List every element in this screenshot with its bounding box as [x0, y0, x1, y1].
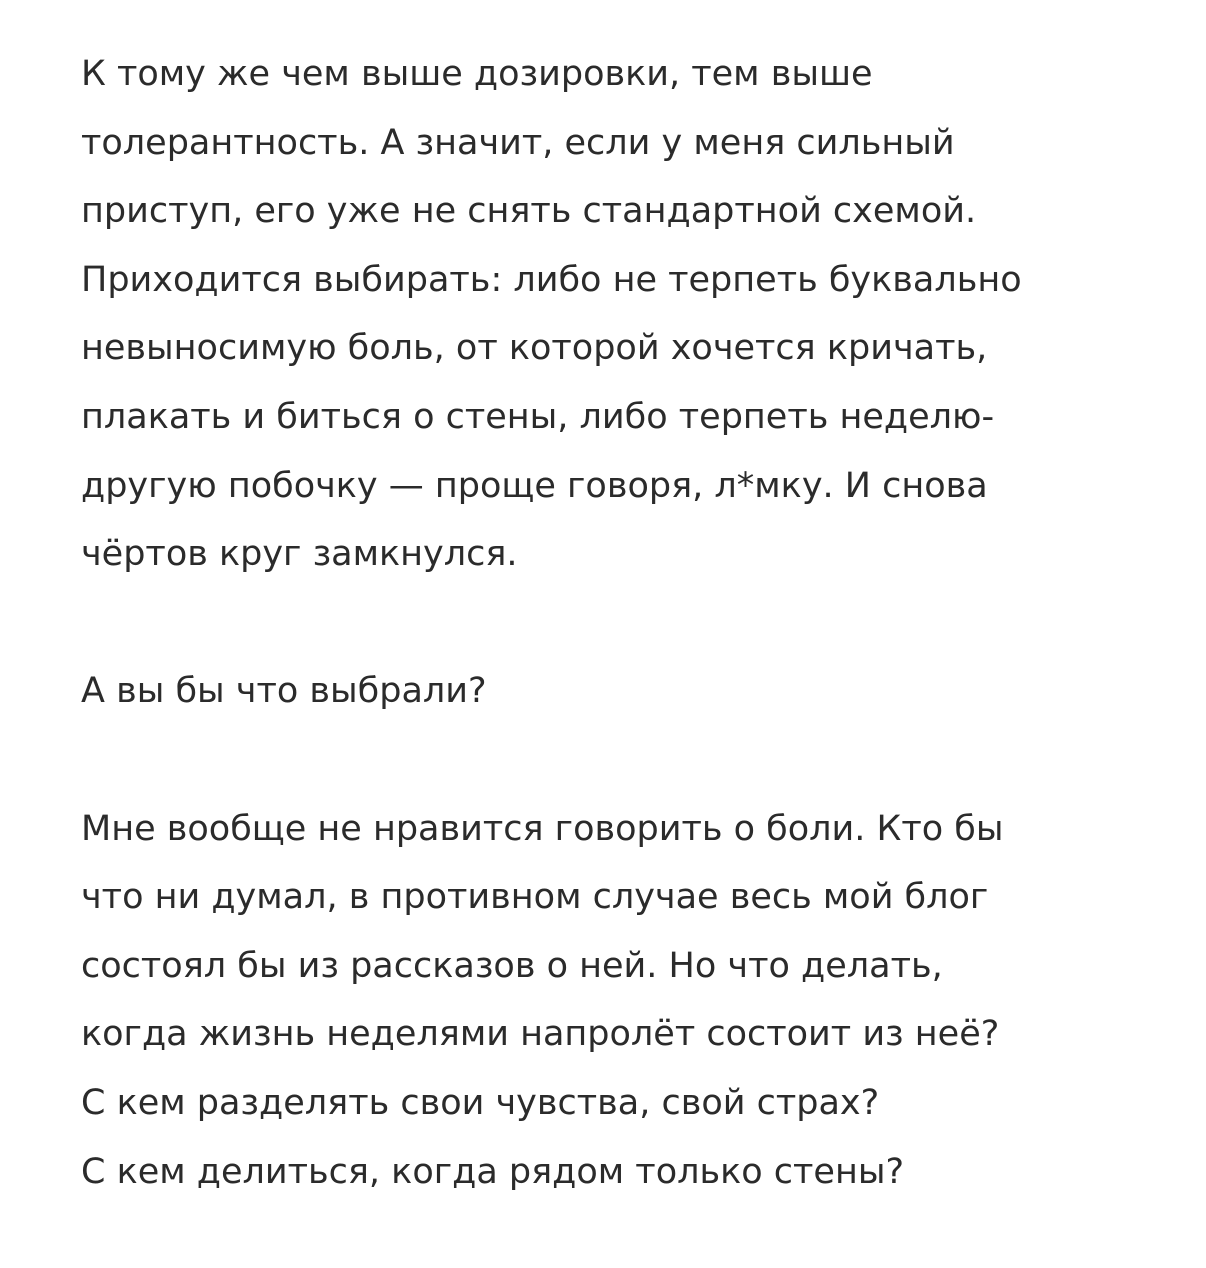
text-line: К тому же чем выше дозировки, тем выше [81, 54, 873, 94]
text-line: что ни думал, в противном случае весь мой блог [81, 877, 989, 918]
text-line: плакать и биться о стены, либо терпеть неделю- [81, 396, 995, 437]
paragraph-spacer [81, 589, 1161, 658]
text-line: когда жизнь неделями напролёт состоит из неё? [81, 1014, 1000, 1055]
text-line: Мне вообще не нравится говорить о боли. Кто бы [81, 808, 1004, 849]
text-line: С кем разделять свои чувства, свой страх? [81, 1082, 880, 1123]
text-line: приступ, его уже не снять стандартной схемой. [81, 191, 977, 232]
text-line: Приходится выбирать: либо не терпеть буквально [81, 259, 1022, 300]
body-text [81, 40, 1161, 1206]
paragraph [81, 40, 1161, 589]
text-line: толерантность. А значит, если у меня сильный [81, 122, 955, 163]
paragraph [81, 657, 1161, 726]
text-line: состоял бы из рассказов о ней. Но что делать, [81, 945, 943, 986]
text-line: А вы бы что выбрали? [81, 671, 487, 712]
text-line: С кем делиться, когда рядом только стены? [81, 1151, 905, 1192]
paragraph-spacer [81, 726, 1161, 795]
text-line: другую побочку — проще говоря, л*мку. И снова [81, 465, 988, 506]
paragraph [81, 795, 1161, 1207]
text-line: невыносимую боль, от которой хочется кричать, [81, 328, 988, 369]
text-line: чёртов круг замкнулся. [81, 534, 518, 575]
